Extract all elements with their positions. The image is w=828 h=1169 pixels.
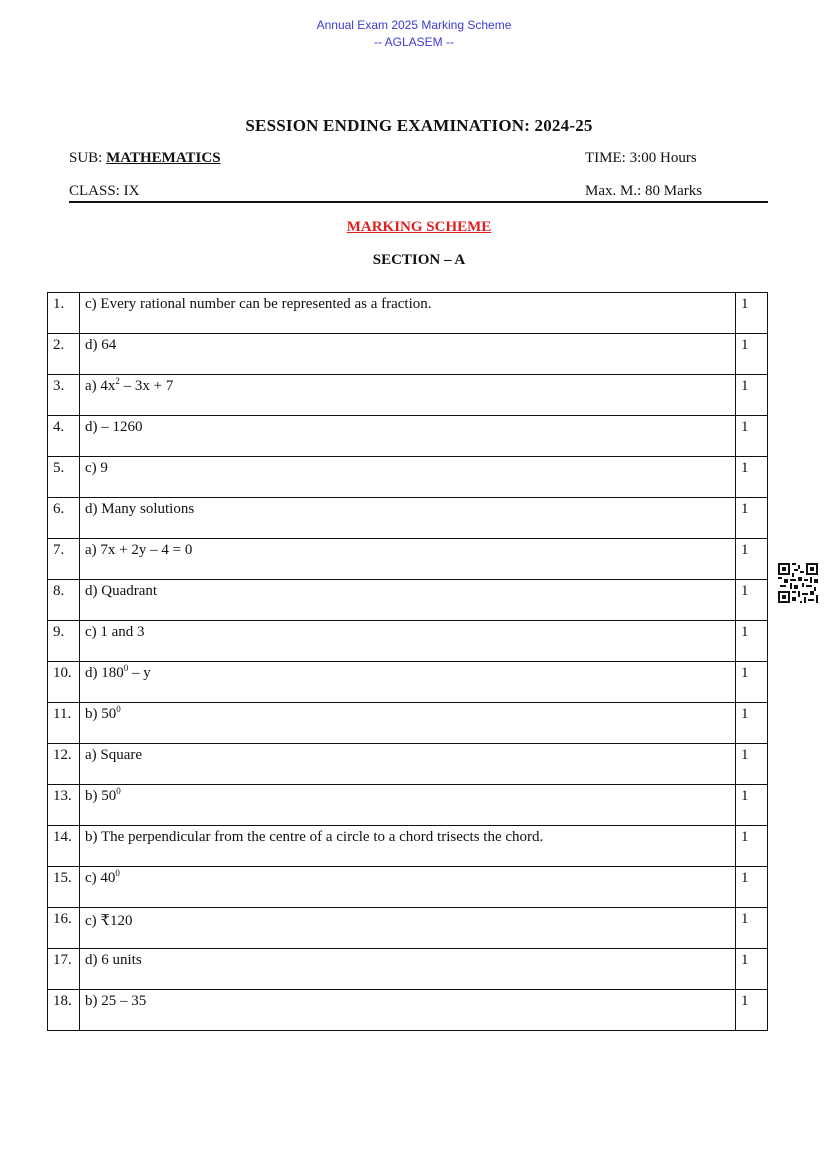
table-row [48,416,768,457]
question-number: 6. [48,498,80,539]
header-divider [69,201,768,203]
table-row [48,457,768,498]
qr-code-icon [778,563,818,603]
table-row [48,867,768,908]
exam-title: SESSION ENDING EXAMINATION: 2024-25 [245,116,593,135]
question-number: 8. [48,580,80,621]
section-heading: SECTION – A [372,252,466,268]
answer-cell [80,867,736,908]
answer-cell [80,662,736,703]
subject-value: MATHEMATICS [106,150,221,166]
question-number: 12. [48,744,80,785]
table-row [48,703,768,744]
mark-value: 1 [736,908,768,949]
mark-value: 1 [736,539,768,580]
answer-cell [80,703,736,744]
answer-cell [80,375,736,416]
table-row [48,826,768,867]
mark-value: 1 [736,293,768,334]
answer-cell [80,785,736,826]
answer-cell [80,334,736,375]
mark-value: 1 [736,826,768,867]
answer-text: b) 25 – 35 [85,993,147,1009]
table-row [48,949,768,990]
question-number: 3. [48,375,80,416]
question-number: 13. [48,785,80,826]
question-number: 11. [48,703,80,744]
answer-cell [80,539,736,580]
mark-value: 1 [736,498,768,539]
answer-cell [80,621,736,662]
question-number: 16. [48,908,80,949]
answer-text: d) 180 [85,665,124,681]
answer-cell [80,949,736,990]
table-row [48,621,768,662]
answer-cell [80,457,736,498]
question-number: 2. [48,334,80,375]
answer-superscript: 0 [116,704,121,714]
table-row [48,662,768,703]
table-row [48,785,768,826]
time-line: TIME: 3:00 Hours [585,150,697,166]
question-number: 4. [48,416,80,457]
question-number: 1. [48,293,80,334]
answer-text: b) 50 [85,788,117,804]
marking-scheme-heading: MARKING SCHEME [346,219,492,235]
table-row [48,990,768,1031]
mark-value: 1 [736,703,768,744]
table-row [48,744,768,785]
max-marks-line: Max. M.: 80 Marks [585,183,703,199]
class-line: CLASS: IX [69,183,140,199]
table-row [48,908,768,949]
question-number: 10. [48,662,80,703]
mark-value: 1 [736,375,768,416]
answer-cell [80,293,736,334]
answer-cell [80,416,736,457]
answer-cell [80,744,736,785]
mark-value: 1 [736,867,768,908]
mark-value: 1 [736,785,768,826]
answer-text: d) 64 [85,337,117,353]
question-number: 14. [48,826,80,867]
answer-superscript: 2 [115,376,120,386]
subject-label: SUB: [69,150,103,166]
table-row [48,293,768,334]
table-row [48,334,768,375]
answer-text-rest: – y [128,665,151,681]
table-row [48,375,768,416]
answers-table [47,292,768,1031]
answer-text: a) Square [85,747,143,763]
answers-table-body [48,293,768,1031]
subject-line [69,150,221,167]
answer-cell [80,908,736,949]
answer-text-rest: – 3x + 7 [119,378,174,394]
answer-text: d) Many solutions [85,501,195,517]
mark-value: 1 [736,990,768,1031]
answer-text: b) The perpendicular from the centre of a circle to a chord trisects the chord. [85,829,544,845]
table-row [48,580,768,621]
answer-text: c) 9 [85,460,108,476]
table-row [48,539,768,580]
mark-value: 1 [736,580,768,621]
answer-superscript: 0 [123,663,129,673]
watermark-title: Annual Exam 2025 Marking Scheme [316,18,512,32]
mark-value: 1 [736,949,768,990]
answer-text: a) 4x [85,378,116,394]
question-number: 9. [48,621,80,662]
question-number: 17. [48,949,80,990]
answer-text: d) – 1260 [85,419,143,435]
mark-value: 1 [736,416,768,457]
answer-text: d) 6 units [85,952,142,968]
mark-value: 1 [736,744,768,785]
answer-superscript: 0 [116,786,121,796]
mark-value: 1 [736,621,768,662]
answer-text: b) 50 [85,706,117,722]
question-number: 5. [48,457,80,498]
mark-value: 1 [736,457,768,498]
question-number: 18. [48,990,80,1031]
answer-text: a) 7x + 2y – 4 = 0 [85,542,193,558]
answer-text: c) 1 and 3 [85,624,145,640]
answer-text: c) Every rational number can be represented as a fraction. [85,296,432,312]
mark-value: 1 [736,334,768,375]
answer-cell [80,580,736,621]
question-number: 7. [48,539,80,580]
mark-value: 1 [736,662,768,703]
table-row [48,498,768,539]
answer-text: c) 40 [85,870,116,886]
answer-cell [80,826,736,867]
answer-text: d) Quadrant [85,583,158,599]
question-number: 15. [48,867,80,908]
answer-cell [80,990,736,1031]
answer-superscript: 0 [115,868,120,878]
answer-cell [80,498,736,539]
answer-text: c) ₹120 [85,913,133,929]
watermark-site: -- AGLASEM -- [373,35,454,49]
